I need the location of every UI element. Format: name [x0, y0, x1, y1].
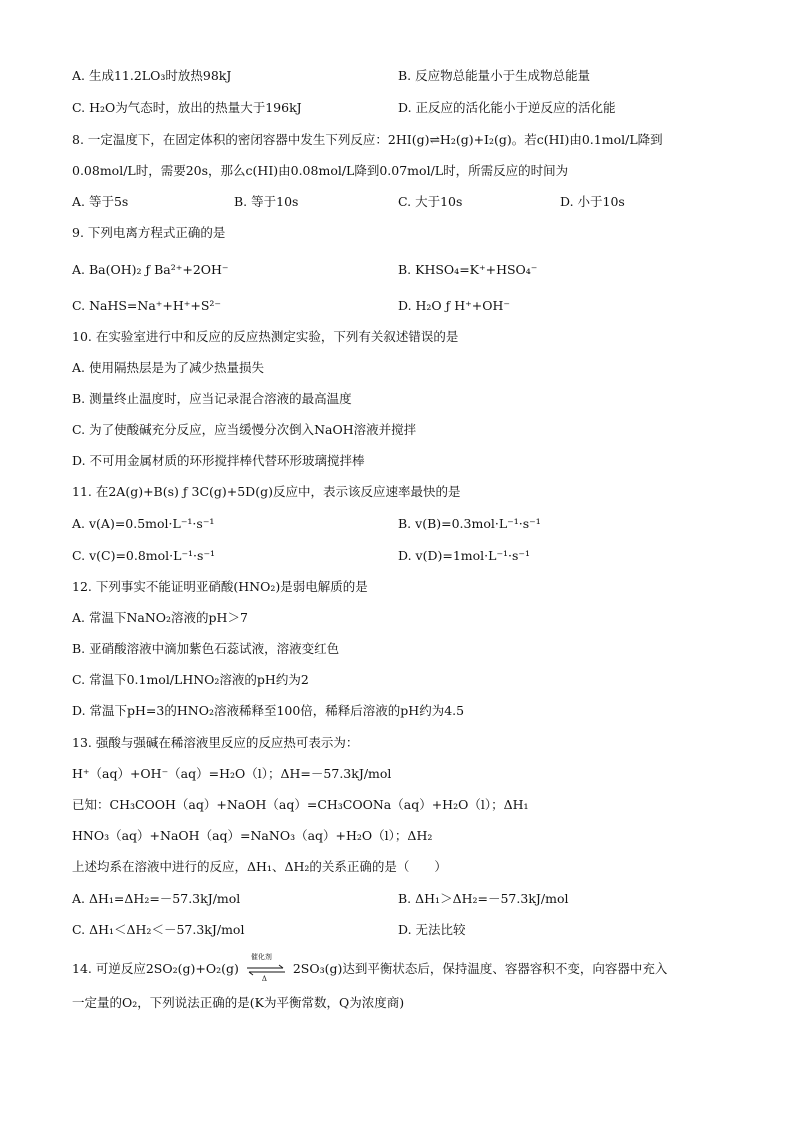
q10-option-b: B. 测量终止温度时，应当记录混合溶液的最高温度: [72, 391, 352, 406]
q12-option-c: C. 常温下0.1mol/LHNO₂溶液的pH约为2: [72, 672, 309, 687]
q11-stem: 11. 在2A(g)+B(s) ƒ 3C(g)+5D(g)反应中，表示该反应速率最快的是: [72, 484, 461, 499]
q11-option-b: B. v(B)=0.3mol·L⁻¹·s⁻¹: [398, 516, 541, 531]
q11-option-c: C. v(C)=0.8mol·L⁻¹·s⁻¹: [72, 548, 216, 563]
q8-option-d: D. 小于10s: [560, 194, 625, 209]
q10-option-c: C. 为了使酸碱充分反应，应当缓慢分次倒入NaOH溶液并搅拌: [72, 422, 417, 437]
q9-option-d: D. H₂O ƒ H⁺+OH⁻: [398, 298, 510, 313]
q13-equation-2: HNO₃（aq）+NaOH（aq）=NaNO₃（aq）+H₂O（l）；ΔH₂: [72, 828, 433, 843]
q11-option-d: D. v(D)=1mol·L⁻¹·s⁻¹: [398, 548, 531, 563]
q8-stem-line2: 0.08mol/L时，需要20s，那么c(HI)由0.08mol/L降到0.07mol/L时，所需反应的时间为: [72, 163, 569, 178]
q13-stem: 13. 强酸与强碱在稀溶液里反应的反应热可表示为：: [72, 735, 359, 750]
q13-option-d: D. 无法比较: [398, 922, 466, 937]
q14-stem-line2: 一定量的O₂，下列说法正确的是(K为平衡常数，Q为浓度商): [72, 995, 405, 1010]
q13-option-b: B. ΔH₁＞ΔH₂=－57.3kJ/mol: [398, 891, 569, 906]
q10-stem: 10. 在实验室进行中和反应的反应热测定实验，下列有关叙述错误的是: [72, 329, 459, 344]
q9-option-c: C. NaHS=Na⁺+H⁺+S²⁻: [72, 298, 221, 313]
q13-ask: 上述均系在溶液中进行的反应，ΔH₁、ΔH₂的关系正确的是（ ）: [72, 859, 447, 874]
q12-option-a: A. 常温下NaNO₂溶液的pH＞7: [72, 610, 248, 625]
q14-stem-post: 2SO₃(g)达到平衡状态后，保持温度、容器容积不变，向容器中充入: [292, 961, 668, 976]
q8-option-c: C. 大于10s: [398, 194, 463, 209]
q8-option-a: A. 等于5s: [72, 194, 129, 209]
reversible-arrow-with-catalyst: [243, 952, 289, 983]
catalyst-label: 催化剂: [250, 952, 272, 961]
q9-stem: 9. 下列电离方程式正确的是: [72, 225, 226, 240]
q7-option-b: B. 反应物总能量小于生成物总能量: [398, 68, 591, 83]
q8-option-b: B. 等于10s: [234, 194, 299, 209]
q10-option-a: A. 使用隔热层是为了减少热量损失: [72, 360, 264, 375]
q9-option-a: A. Ba(OH)₂ ƒ Ba²⁺+2OH⁻: [72, 262, 229, 277]
q10-option-d: D. 不可用金属材质的环形搅拌棒代替环形玻璃搅拌棒: [72, 453, 365, 468]
q11-option-a: A. v(A)=0.5mol·L⁻¹·s⁻¹: [72, 516, 215, 531]
q14-stem-pre: 14. 可逆反应2SO₂(g)+O₂(g): [72, 961, 239, 976]
q14-stem-line1: [72, 952, 668, 983]
q13-known: 已知：CH₃COOH（aq）+NaOH（aq）=CH₃COONa（aq）+H₂O（l）；ΔH₁: [72, 797, 529, 812]
q13-option-c: C. ΔH₁＜ΔH₂＜－57.3kJ/mol: [72, 922, 245, 937]
q8-stem-line1: 8. 一定温度下，在固定体积的密闭容器中发生下列反应：2HI(g)⇌H₂(g)+I₂(g)。若c(HI)由0.1mol/L降到: [72, 132, 663, 147]
q13-option-a: A. ΔH₁=ΔH₂=－57.3kJ/mol: [72, 891, 241, 906]
heat-label: Δ: [261, 974, 267, 983]
q12-option-b: B. 亚硝酸溶液中滴加紫色石蕊试液，溶液变红色: [72, 641, 340, 656]
q7-option-d: D. 正反应的活化能小于逆反应的活化能: [398, 100, 616, 115]
q13-equation-1: H⁺（aq）+OH⁻（aq）=H₂O（l）；ΔH=－57.3kJ/mol: [72, 766, 392, 781]
q7-option-a: A. 生成11.2LO₃时放热98kJ: [72, 68, 232, 83]
q7-option-c: C. H₂O为气态时，放出的热量大于196kJ: [72, 100, 302, 115]
q12-option-d: D. 常温下pH=3的HNO₂溶液稀释至100倍，稀释后溶液的pH约为4.5: [72, 703, 465, 718]
q12-stem: 12. 下列事实不能证明亚硝酸(HNO₂)是弱电解质的是: [72, 579, 368, 594]
q9-option-b: B. KHSO₄=K⁺+HSO₄⁻: [398, 262, 538, 277]
